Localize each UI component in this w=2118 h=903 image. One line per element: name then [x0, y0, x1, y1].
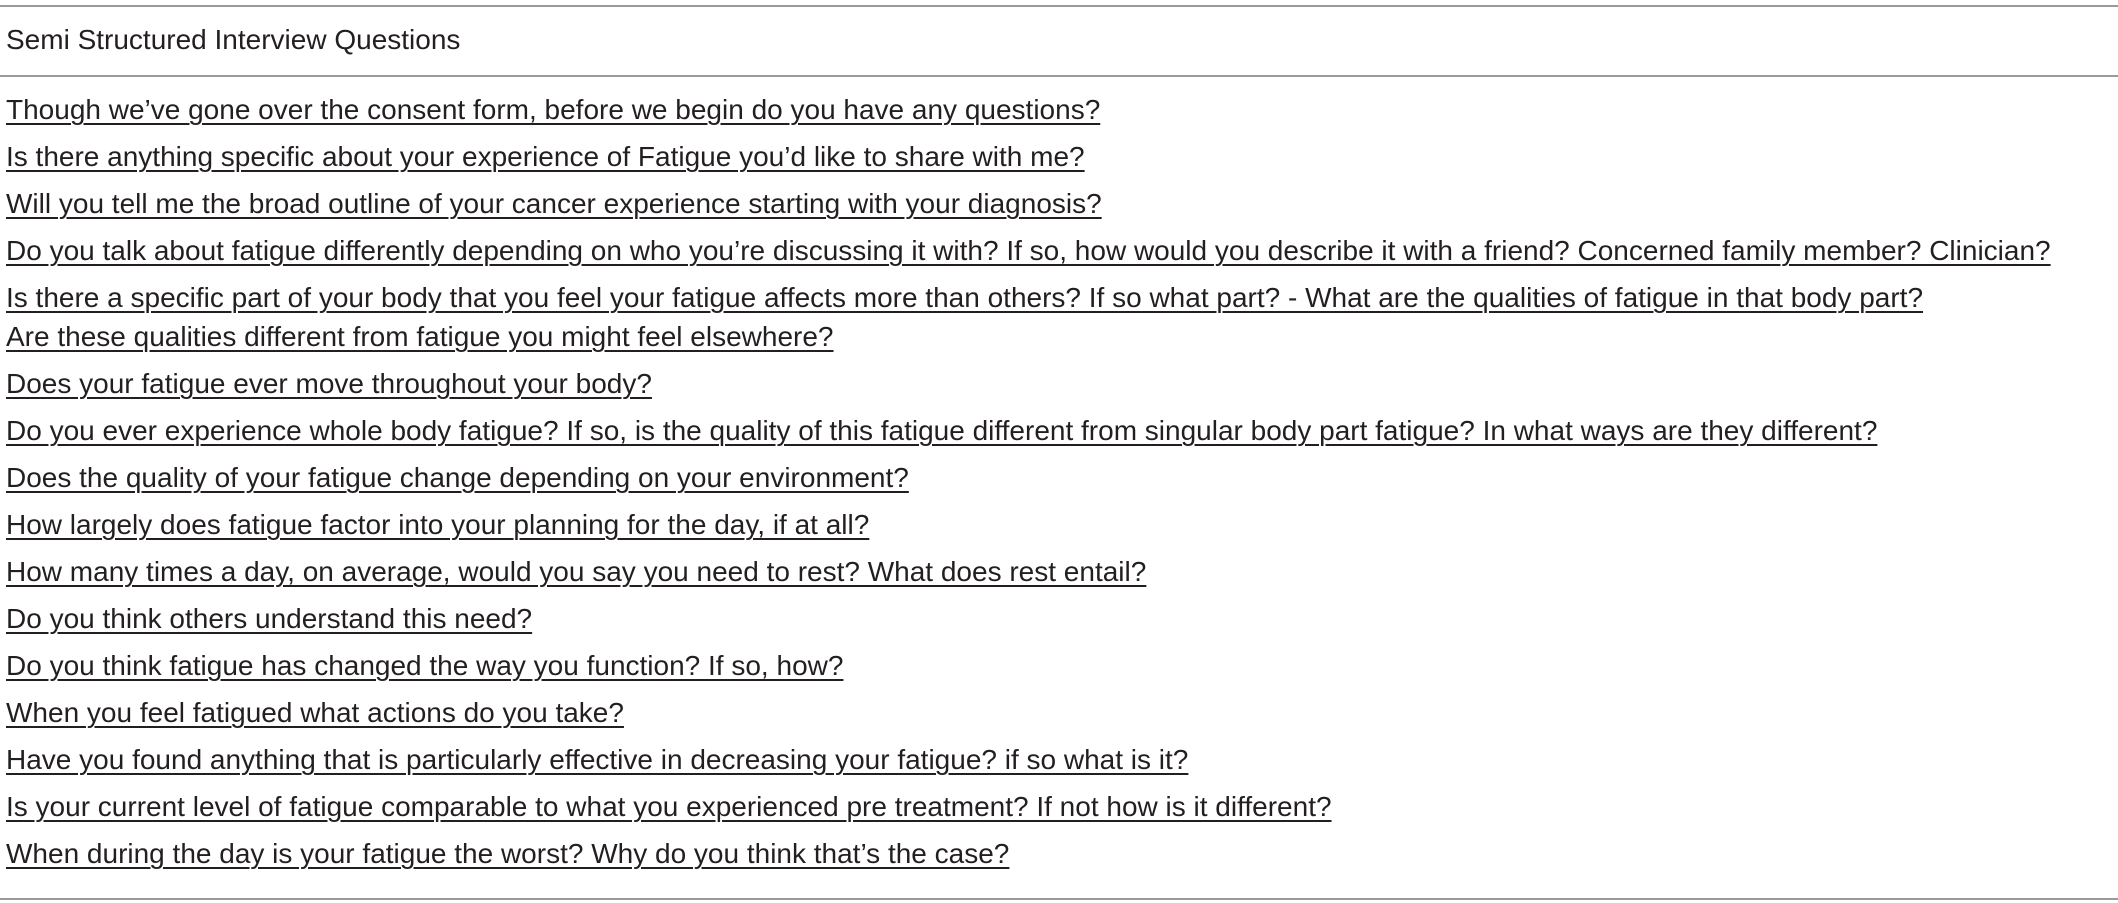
table-row: Do you think fatigue has changed the way you function? If so, how? — [6, 650, 844, 681]
table-bottom-rule — [0, 898, 2118, 900]
table-row: Is your current level of fatigue comparable to what you experienced pre treatment? If not how is it different? — [6, 791, 1332, 822]
table-row: Do you ever experience whole body fatigue? If so, is the quality of this fatigue different from singular body part fatigue? In what ways are they different? — [6, 415, 1878, 446]
table-header-rule — [0, 75, 2118, 77]
table-row: Will you tell me the broad outline of your cancer experience starting with your diagnosis? — [6, 188, 1102, 219]
table-row: How largely does fatigue factor into your planning for the day, if at all? — [6, 509, 870, 540]
table-row: When during the day is your fatigue the worst? Why do you think that’s the case? — [6, 838, 1010, 869]
table-row: When you feel fatigued what actions do you take? — [6, 697, 624, 728]
table-row: Do you talk about fatigue differently depending on who you’re discussing it with? If so, how would you describe it with a friend? Concerned family member? Clinician? — [6, 235, 2051, 266]
table-row: Are these qualities different from fatigue you might feel elsewhere? — [6, 321, 834, 352]
table-top-rule — [0, 5, 2118, 7]
table-row: Is there a specific part of your body that you feel your fatigue affects more than others? If so what part? - What are the qualities of fatigue in that body part? — [6, 282, 1924, 313]
table-row: Does your fatigue ever move throughout your body? — [6, 368, 652, 399]
table-row: Though we’ve gone over the consent form, before we begin do you have any questions? — [6, 94, 1101, 125]
table-row: Does the quality of your fatigue change depending on your environment? — [6, 462, 909, 493]
table-row: Do you think others understand this need? — [6, 603, 533, 634]
table-row: Is there anything specific about your experience of Fatigue you’d like to share with me? — [6, 141, 1085, 172]
table-row: Have you found anything that is particularly effective in decreasing your fatigue? if so what is it? — [6, 744, 1189, 775]
table-body — [6, 92, 2114, 883]
table-header: Semi Structured Interview Questions — [6, 24, 461, 55]
table-row: How many times a day, on average, would you say you need to rest? What does rest entail? — [6, 556, 1147, 587]
